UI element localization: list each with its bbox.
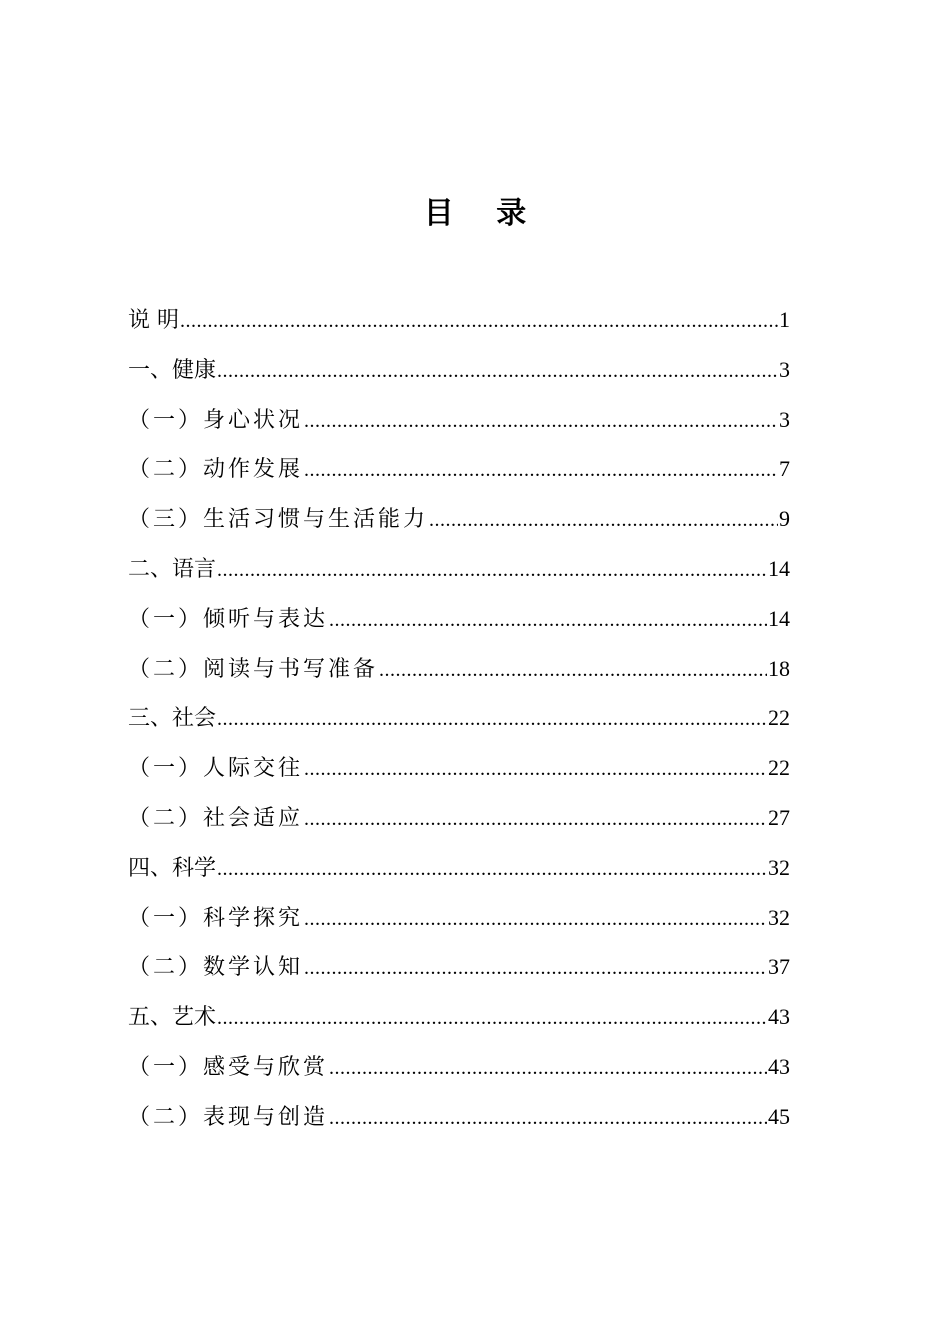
toc-entry[interactable] xyxy=(128,345,790,395)
toc-dot-leader xyxy=(429,496,778,546)
toc-page-number: 1 xyxy=(779,307,790,332)
toc-entry-label: （一）感受与欣赏 xyxy=(128,1054,329,1080)
toc-entry-label: 三、社会 xyxy=(128,706,217,732)
toc-entry[interactable] xyxy=(128,1092,790,1142)
toc-entry-label: （一）倾听与表达 xyxy=(128,606,329,632)
toc-dot-leader xyxy=(304,795,767,845)
toc-entry-label: （一）人际交往 xyxy=(128,756,304,782)
toc-dot-leader xyxy=(217,546,767,596)
toc-dot-leader xyxy=(304,446,778,496)
toc-entry[interactable] xyxy=(128,743,790,793)
toc-dot-leader xyxy=(329,596,767,646)
toc-page-number: 3 xyxy=(779,406,790,432)
toc-entry[interactable] xyxy=(128,295,790,345)
toc-dot-leader xyxy=(379,646,767,696)
toc-list xyxy=(128,295,790,1142)
toc-dot-leader xyxy=(217,347,778,397)
toc-entry-label: （二）数学认知 xyxy=(128,955,304,981)
toc-entry[interactable] xyxy=(128,644,790,694)
toc-entry-label: 五、艺术 xyxy=(128,1005,217,1031)
toc-page-number: 7 xyxy=(779,456,790,482)
toc-dot-leader xyxy=(329,1044,767,1094)
toc-entry[interactable] xyxy=(128,793,790,843)
toc-page-number: 32 xyxy=(768,904,790,930)
toc-page-number: 27 xyxy=(768,804,790,830)
toc-page-number: 9 xyxy=(779,506,790,532)
toc-entry-label: 说 明 xyxy=(128,308,179,333)
toc-dot-leader xyxy=(217,994,767,1044)
toc-page-number: 43 xyxy=(768,1053,790,1079)
toc-entry-label: （二）阅读与书写准备 xyxy=(128,656,379,682)
toc-entry[interactable] xyxy=(128,494,790,544)
toc-entry[interactable] xyxy=(128,444,790,494)
toc-entry[interactable] xyxy=(128,1042,790,1092)
toc-entry-label: 一、健康 xyxy=(128,357,217,383)
toc-page-number: 37 xyxy=(768,954,790,980)
toc-page-number: 14 xyxy=(768,605,790,631)
toc-entry-label: （二）表现与创造 xyxy=(128,1104,329,1130)
toc-entry[interactable] xyxy=(128,893,790,943)
toc-page-number: 45 xyxy=(768,1103,790,1129)
toc-page-number: 22 xyxy=(768,755,790,781)
toc-entry[interactable] xyxy=(128,395,790,445)
toc-entry[interactable] xyxy=(128,693,790,743)
toc-page-number: 22 xyxy=(768,705,790,731)
toc-entry-label: （二）动作发展 xyxy=(128,457,304,483)
toc-entry[interactable] xyxy=(128,544,790,594)
toc-dot-leader xyxy=(304,944,767,994)
toc-entry[interactable] xyxy=(128,843,790,893)
toc-page-number: 3 xyxy=(779,356,790,382)
toc-dot-leader xyxy=(329,1094,767,1144)
toc-page-number: 43 xyxy=(768,1004,790,1030)
toc-dot-leader xyxy=(217,695,767,745)
toc-page-number: 32 xyxy=(768,854,790,880)
toc-entry-label: （一）身心状况 xyxy=(128,407,304,433)
toc-dot-leader xyxy=(180,297,778,347)
toc-entry-label: 四、科学 xyxy=(128,855,217,881)
toc-dot-leader xyxy=(217,845,767,895)
toc-entry[interactable] xyxy=(128,942,790,992)
toc-title: 目 录 xyxy=(423,196,543,231)
toc-page-number: 18 xyxy=(768,655,790,681)
toc-entry[interactable] xyxy=(128,594,790,644)
toc-entry-label: 二、语言 xyxy=(128,556,217,582)
toc-entry-label: （一）科学探究 xyxy=(128,905,304,931)
toc-entry[interactable] xyxy=(128,992,790,1042)
toc-entry-label: （二）社会适应 xyxy=(128,805,304,831)
toc-page-number: 14 xyxy=(768,555,790,581)
toc-dot-leader xyxy=(304,895,767,945)
toc-entry-label: （三）生活习惯与生活能力 xyxy=(128,507,429,533)
toc-dot-leader xyxy=(304,397,778,447)
toc-dot-leader xyxy=(304,745,767,795)
